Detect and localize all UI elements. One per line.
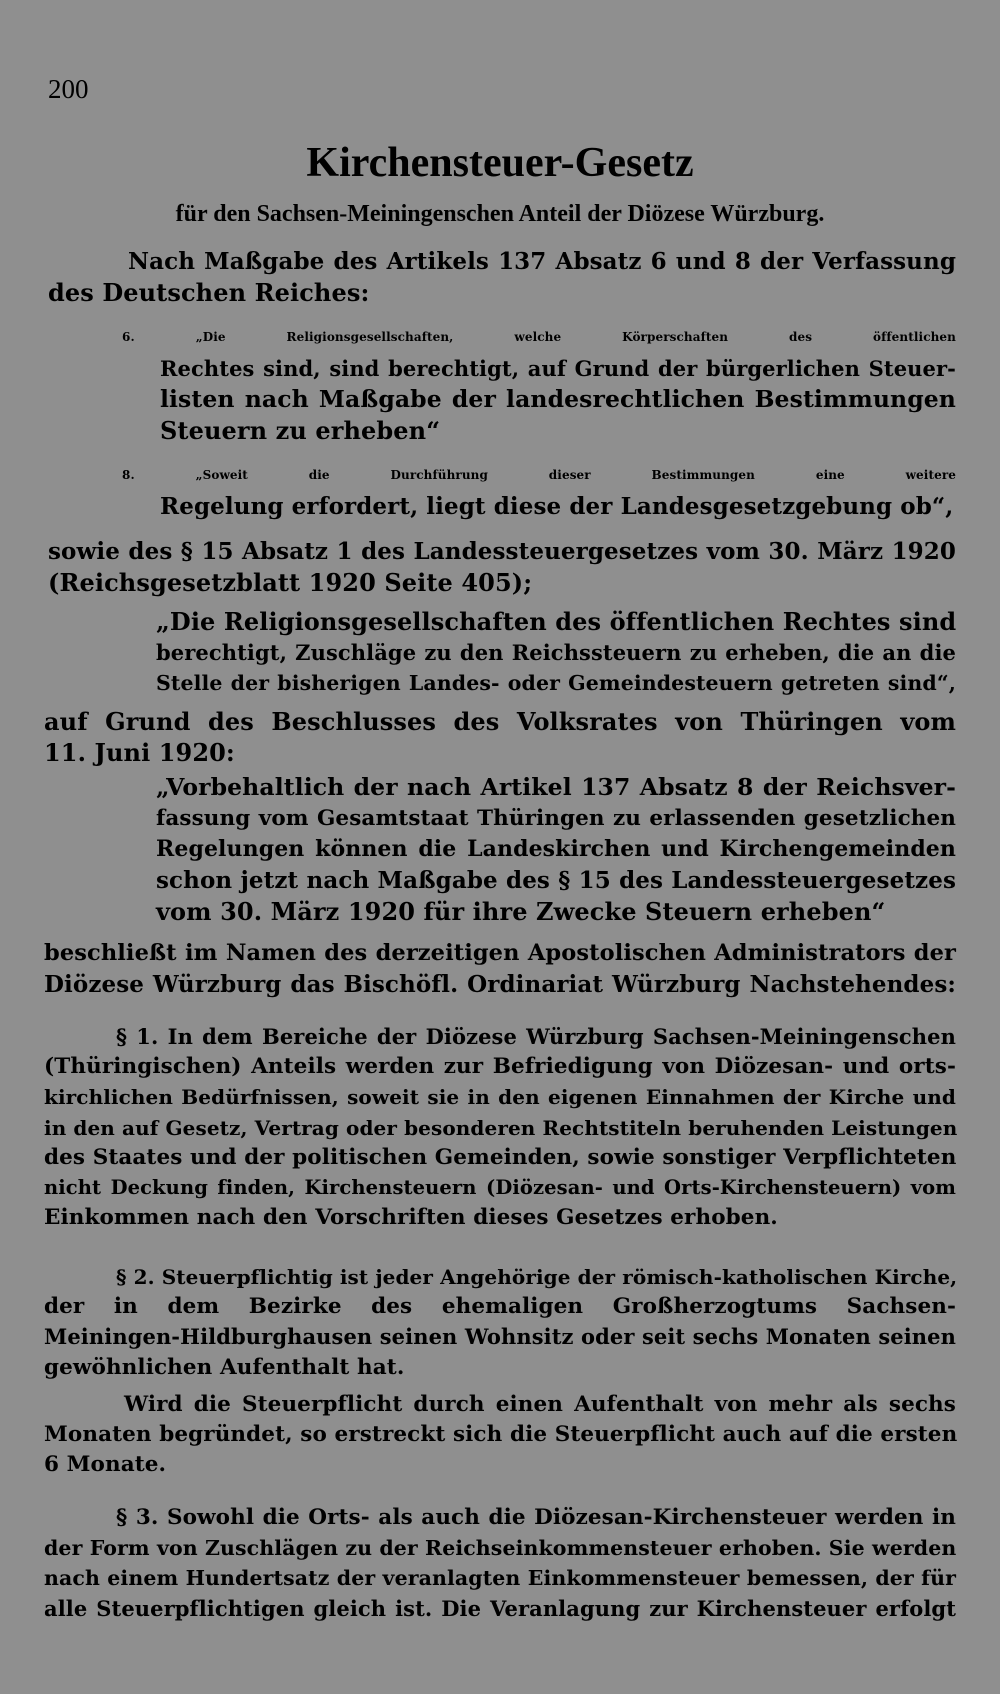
text-line: 8. „Soweit die Durchführung dieser Bestimmungen eine weitere xyxy=(122,468,956,482)
quote-item-8 xyxy=(122,460,956,522)
text-line: gewöhnlichen Aufenthalt hat. xyxy=(44,1354,405,1380)
text-line: Einkommen nach den Vorschriften dieses Gesetzes erhoben. xyxy=(44,1205,778,1231)
text-line: der Form von Zuschlägen zu der Reichseinkommensteuer erhoben. Sie werden xyxy=(44,1536,957,1561)
section-3 xyxy=(44,1503,956,1624)
text-line: der in dem Bezirke des ehemaligen Großherzogtums Sachsen- xyxy=(44,1294,956,1320)
text-line: fassung vom Gesamtstaat Thüringen zu erlassenden gesetzlichen xyxy=(156,806,956,831)
text-line: beschließt im Namen des derzeitigen Apostolischen Administrators der xyxy=(44,940,956,966)
text-line: sowie des § 15 Absatz 1 des Landessteuergesetzes vom 30. März 1920 xyxy=(48,538,956,565)
text-line: in den auf Gesetz, Vertrag oder besonderen Rechtstiteln beruhenden Leistungen xyxy=(44,1115,958,1140)
text-line: nicht Deckung finden, Kirchensteuern (Diözesan- und Orts-Kirchensteuern) vom xyxy=(44,1176,956,1200)
document-subtitle: für den Sachsen-Meiningenschen Anteil der Diözese Würzburg. xyxy=(175,201,825,227)
page-number: 200 xyxy=(48,74,89,104)
intro-paragraph xyxy=(48,246,956,308)
resolution-paragraph xyxy=(44,938,956,1000)
text-line: berechtigt, Zuschläge zu den Reichssteuern zu erheben, die an die xyxy=(156,640,956,665)
section-1 xyxy=(44,1022,956,1233)
text-line: 6. „Die Religionsgesellschaften, welche Körperschaften des öffentlichen xyxy=(122,330,956,344)
text-line: „Vorbehaltlich der nach Artikel 137 Absatz 8 der Reichsver- xyxy=(156,773,956,801)
quote-item-6 xyxy=(122,322,956,446)
text-line: auf Grund des Beschlusses des Volksrates von Thüringen vom xyxy=(44,707,956,736)
text-line: Regelungen können die Landeskirchen und Kirchengemeinden xyxy=(156,836,956,862)
text-line: § 2. Steuerpflichtig ist jeder Angehörige der römisch-katholischen Kirche, xyxy=(116,1265,958,1289)
decision-paragraph xyxy=(44,706,956,768)
text-line: 6 Monate. xyxy=(44,1452,167,1478)
text-line: Stelle der bisherigen Landes- oder Gemeindesteuern getreten sind“, xyxy=(156,671,956,695)
text-line: kirchlichen Bedürfnissen, soweit sie in den eigenen Einnahmen der Kirche und xyxy=(44,1085,956,1110)
text-line: Diözese Würzburg das Bischöfl. Ordinariat Würzburg Nachstehendes: xyxy=(44,971,956,998)
text-line: Steuern zu erheben“ xyxy=(160,416,441,445)
text-line: Wird die Steuerpflicht durch einen Aufenthalt von mehr als sechs xyxy=(124,1392,956,1417)
quote-paragraph xyxy=(156,772,956,927)
text-line: listen nach Maßgabe der landesrechtlichen Bestimmungen xyxy=(160,385,956,413)
text-line: Nach Maßgabe des Artikels 137 Absatz 6 und 8 der Verfassung xyxy=(128,248,956,275)
text-line: schon jetzt nach Maßgabe des § 15 des Landessteuergesetzes xyxy=(156,867,956,894)
text-line: Meiningen-Hildburghausen seinen Wohnsitz oder seit sechs Monaten seinen xyxy=(44,1324,956,1350)
text-line: alle Steuerpflichtigen gleich ist. Die Veranlagung zur Kirchensteuer erfolgt xyxy=(44,1595,956,1621)
document-title: Kirchensteuer-Gesetz xyxy=(306,140,694,186)
text-line: „Die Religionsgesellschaften des öffentlichen Rechtes sind xyxy=(156,607,957,636)
quote-paragraph xyxy=(156,606,956,699)
text-line: § 1. In dem Bereiche der Diözese Würzburg Sachsen-Meiningenschen xyxy=(116,1024,956,1049)
text-line: Monaten begründet, so erstreckt sich die Steuerpflicht auch auf die ersten xyxy=(44,1422,958,1448)
section-2-continuation xyxy=(44,1390,956,1481)
text-line: vom 30. März 1920 für ihre Zwecke Steuern erheben“ xyxy=(156,897,886,926)
text-line: Rechtes sind, sind berechtigt, auf Grund der bürgerlichen Steuer- xyxy=(160,356,956,381)
text-line: § 3. Sowohl die Orts- als auch die Diözesan-Kirchensteuer werden in xyxy=(116,1505,956,1530)
text-line: des Staates und der politischen Gemeinden, sowie sonstiger Verpflichteten xyxy=(44,1144,957,1170)
section-2 xyxy=(44,1262,956,1383)
text-line: nach einem Hundertsatz der veranlagten Einkommensteuer bemessen, der für xyxy=(44,1566,956,1591)
text-line: (Reichsgesetzblatt 1920 Seite 405); xyxy=(48,568,533,597)
text-line: Regelung erfordert, liegt diese der Landesgesetzgebung ob“, xyxy=(160,493,954,520)
reference-paragraph xyxy=(48,536,956,598)
text-line: des Deutschen Reiches: xyxy=(48,278,370,307)
text-line: (Thüringischen) Anteils werden zur Befriedigung von Diözesan- und orts- xyxy=(44,1054,956,1080)
text-line: 11. Juni 1920: xyxy=(44,738,235,767)
